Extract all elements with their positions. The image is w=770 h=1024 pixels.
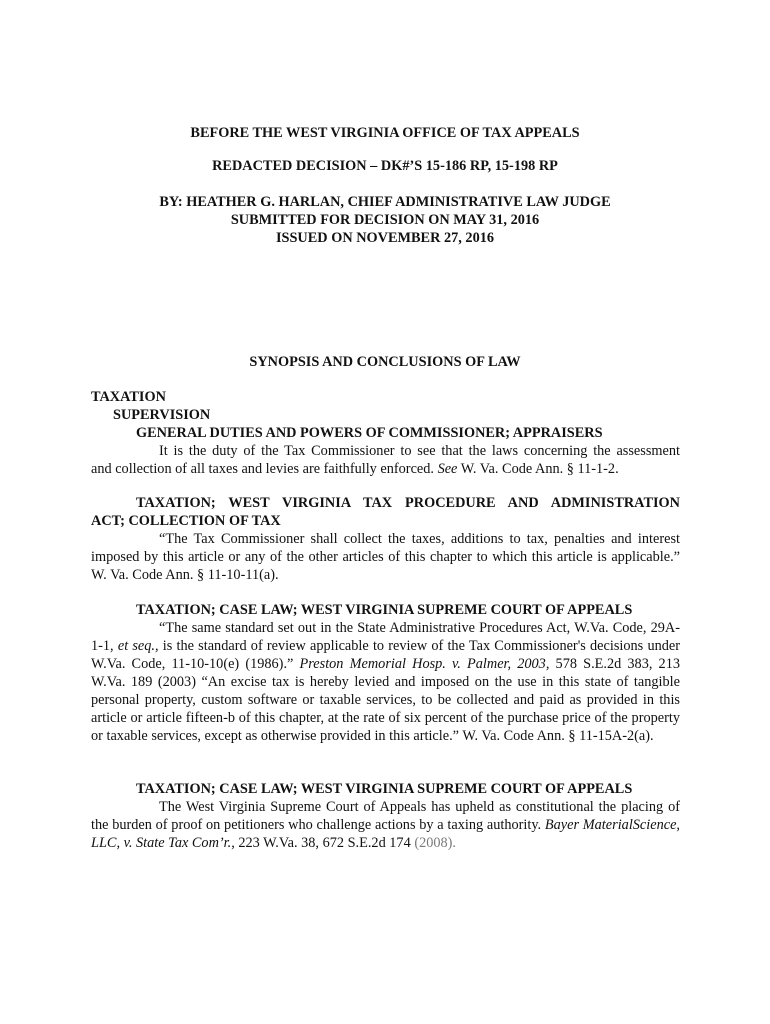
s1-text-a: and collection of all taxes and levies are faithfully enforced. [91, 461, 438, 477]
s3-text-3: 578 S.E.2d 383, 213 W.Va. 189 (2003) “An excise tax is hereby levied and imposed on the use in this state of tangible personal property, custom software or taxable services, to be collected and paid as provided in this article or article fifteen-b of this chapter, at the rate of six percent of the purchase price of the property or taxable services, except as otherwise provided in this article.” W. Va. Code Ann. § 11-15A-2(a). [91, 656, 680, 744]
s3-paragraph [91, 619, 680, 745]
heading-taxation: TAXATION [91, 389, 166, 405]
s2-paragraph: “The Tax Commissioner shall collect the taxes, additions to tax, penalties and interest imposed by this article or any of the other articles of this chapter to which this article is applicable.” W. Va. Code Ann. § 11-10-11(a). [91, 531, 680, 583]
s4-paragraph [91, 798, 680, 852]
judge-line: BY: HEATHER G. HARLAN, CHIEF ADMINISTRATIVE LAW JUDGE [159, 194, 611, 210]
s3-heading: TAXATION; CASE LAW; WEST VIRGINIA SUPREME COURT OF APPEALS [136, 602, 633, 618]
s1-see: See [437, 461, 458, 477]
s1-text-line1: It is the duty of the Tax Commissioner to see that the laws concerning the assessment [159, 443, 680, 459]
s3-et-seq: et seq., [117, 638, 159, 654]
submitted-date: SUBMITTED FOR DECISION ON MAY 31, 2016 [230, 212, 540, 228]
s4-text-1: The West Virginia Supreme Court of Appeals has upheld as constitutional the placing of the burden of proof on petitioners who challenge actions by a taxing authority. [91, 799, 680, 833]
s1-text-line2 [91, 460, 680, 478]
s3-case-citation: Preston Memorial Hosp. v. Palmer, 2003, [299, 656, 550, 672]
heading-general-duties: GENERAL DUTIES AND POWERS OF COMMISSIONER; APPRAISERS [136, 425, 603, 441]
office-title: BEFORE THE WEST VIRGINIA OFFICE OF TAX APPEALS [190, 125, 580, 141]
s4-heading: TAXATION; CASE LAW; WEST VIRGINIA SUPREME COURT OF APPEALS [136, 781, 633, 797]
s3-text-2: is the standard of review applicable to review of the Tax Commissioner's decisions under W.Va. Code, 11-10-10(e) (1986).” [91, 638, 680, 672]
s2-heading-line2: ACT; COLLECTION OF TAX [91, 513, 281, 529]
heading-supervision: SUPERVISION [113, 407, 211, 423]
issued-date: ISSUED ON NOVEMBER 27, 2016 [275, 230, 495, 246]
synopsis-title: SYNOPSIS AND CONCLUSIONS OF LAW [249, 354, 521, 370]
s4-case-citation: Bayer MaterialScience, LLC, v. State Tax Com’r. [91, 817, 681, 851]
s4-text-2: , 223 W.Va. 38, 672 S.E.2d 174 [231, 835, 415, 851]
s4-year: (2008). [414, 835, 457, 851]
s3-text-1: “The same standard set out in the State Administrative Procedures Act, W.Va. Code, 29A-1-1, [91, 620, 680, 654]
decision-number: REDACTED DECISION – DK#’S 15-186 RP, 15-198 RP [212, 158, 558, 174]
s1-text-b: W. Va. Code Ann. § 11-1-2. [457, 461, 619, 477]
s2-heading-line1: TAXATION; WEST VIRGINIA TAX PROCEDURE AND ADMINISTRATION [136, 495, 680, 511]
